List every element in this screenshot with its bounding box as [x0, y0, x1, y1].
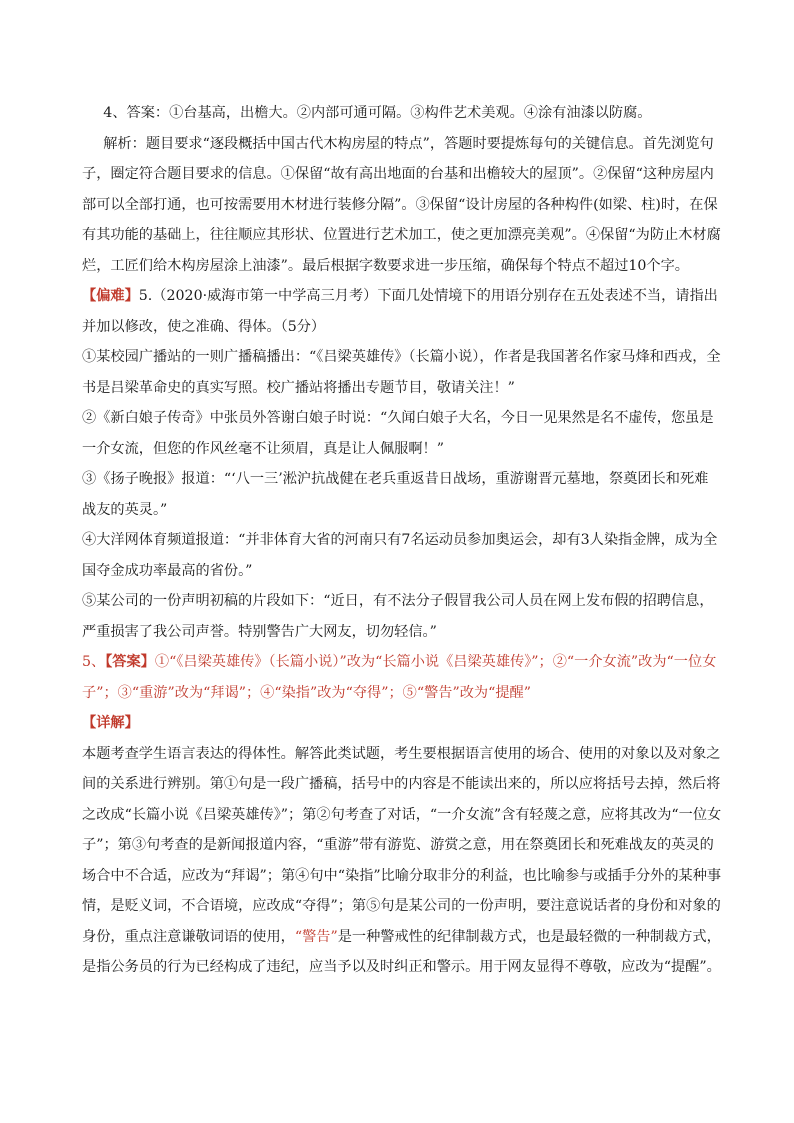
- detail-tag: 【详解】: [82, 715, 139, 731]
- detail-keyword: “警告”: [294, 928, 338, 945]
- q5-item-4: ④大洋网体育频道报道：“并非体育大省的河南只有7名运动员参加奥运会，却有3人染指金牌，成为全国夺金成功率最高的省份。”: [82, 532, 718, 579]
- q5-stem: 5.（2020·威海市第一中学高三月考）下面几处情境下的用语分别存在五处表述不当，请指出并加以修改，使之准确、得体。（5分）: [82, 288, 718, 335]
- q5-question: [82, 281, 722, 342]
- document-page: [82, 98, 722, 983]
- q5-item-2: ②《新白娘子传奇》中张员外答谢白娘子时说：“久闻白娘子大名，今日一见果然是名不虚传，您虽是一介女流，但您的作风丝毫不让须眉，真是让人佩服啊！”: [82, 410, 714, 457]
- q4-analysis: 解析：题目要求“逐段概括中国古代木构房屋的特点”，答题时要提炼每句的关键信息。首先浏览句子，圈定符合题目要求的信息。①保留“故有高出地面的台基和出檐较大的屋顶”。②保留“这种房屋内部可以全部打通，也可按需要用木材进行装修分隔”。③保留“设计房屋的各种构件(如梁、柱)时，在保有其功能的基础上，往往顺应其形状、位置进行艺术加工，使之更加漂亮美观”。④保留“为防止木材腐烂，工匠们给木构房屋涂上油漆”。最后根据字数要求进一步压缩，确保每个特点不超过10个字。: [82, 135, 721, 274]
- q5-item-3: ③《扬子晚报》报道：“‘八一三’淞沪抗战健在老兵重返昔日战场，重游谢晋元墓地，祭奠团长和死难战友的英灵。”: [82, 471, 709, 518]
- answer-text: ①“《吕梁英雄传》（长篇小说）”改为“长篇小说《吕梁英雄传》”；②“一介女流”改为“一位女子”；③“重游”改为“拜谒”；④“染指”改为“夺得”；⑤“警告”改为“提醒”: [82, 654, 717, 701]
- detail-text: [82, 739, 722, 983]
- detail-part-2: 是一种警戒性的纪律制裁方式，也是最轻微的一种制裁方式，是指公务员的行为已经构成了违纪，应当予以及时纠正和警示。用于网友显得不尊敬，应改为“提醒”。: [82, 928, 721, 975]
- answer-prefix: 5、: [82, 654, 106, 670]
- q5-item-5: ⑤某公司的一份声明初稿的片段如下：“近日，有不法分子假冒我公司人员在网上发布假的招聘信息，严重损害了我公司声誉。特别警告广大网友，切勿轻信。”: [82, 593, 714, 640]
- q5-answer: [82, 647, 722, 708]
- q5-item-1: ①某校园广播站的一则广播稿播出：“《吕梁英雄传》（长篇小说），作者是我国著名作家马烽和西戎，全书是吕梁革命史的真实写照。校广播站将播出专题节目，敬请关注！”: [82, 349, 721, 396]
- difficulty-tag: 【偏难】: [82, 288, 139, 304]
- answer-tag: 【答案】: [105, 654, 155, 670]
- q4-answer: 4、答案：①台基高，出檐大。②内部可通可隔。③构件艺术美观。④涂有油漆以防腐。: [103, 105, 652, 121]
- detail-part-1: 本题考查学生语言表达的得体性。解答此类试题，考生要根据语言使用的场合、使用的对象以及对象之间的关系进行辨别。第①句是一段广播稿，括号中的内容是不能读出来的，所以应将括号去掉，然后将之改成“长篇小说《吕梁英雄传》”；第②句考查了对话，“一介女流”含有轻蔑之意，应将其改为“一位女子”；第③句考查的是新闻报道内容，“重游”带有游览、游赏之意，用在祭奠团长和死难战友的英灵的场合中不合适，应改为“拜谒”；第④句中“染指”比喻分取非分的利益，也比喻参与或插手分外的某种事情，是贬义词，不合语境，应改成“夺得”；第⑤句是某公司的一份声明，要注意说话者的身份和对象的身份，重点注意谦敬词语的使用，: [82, 745, 722, 945]
